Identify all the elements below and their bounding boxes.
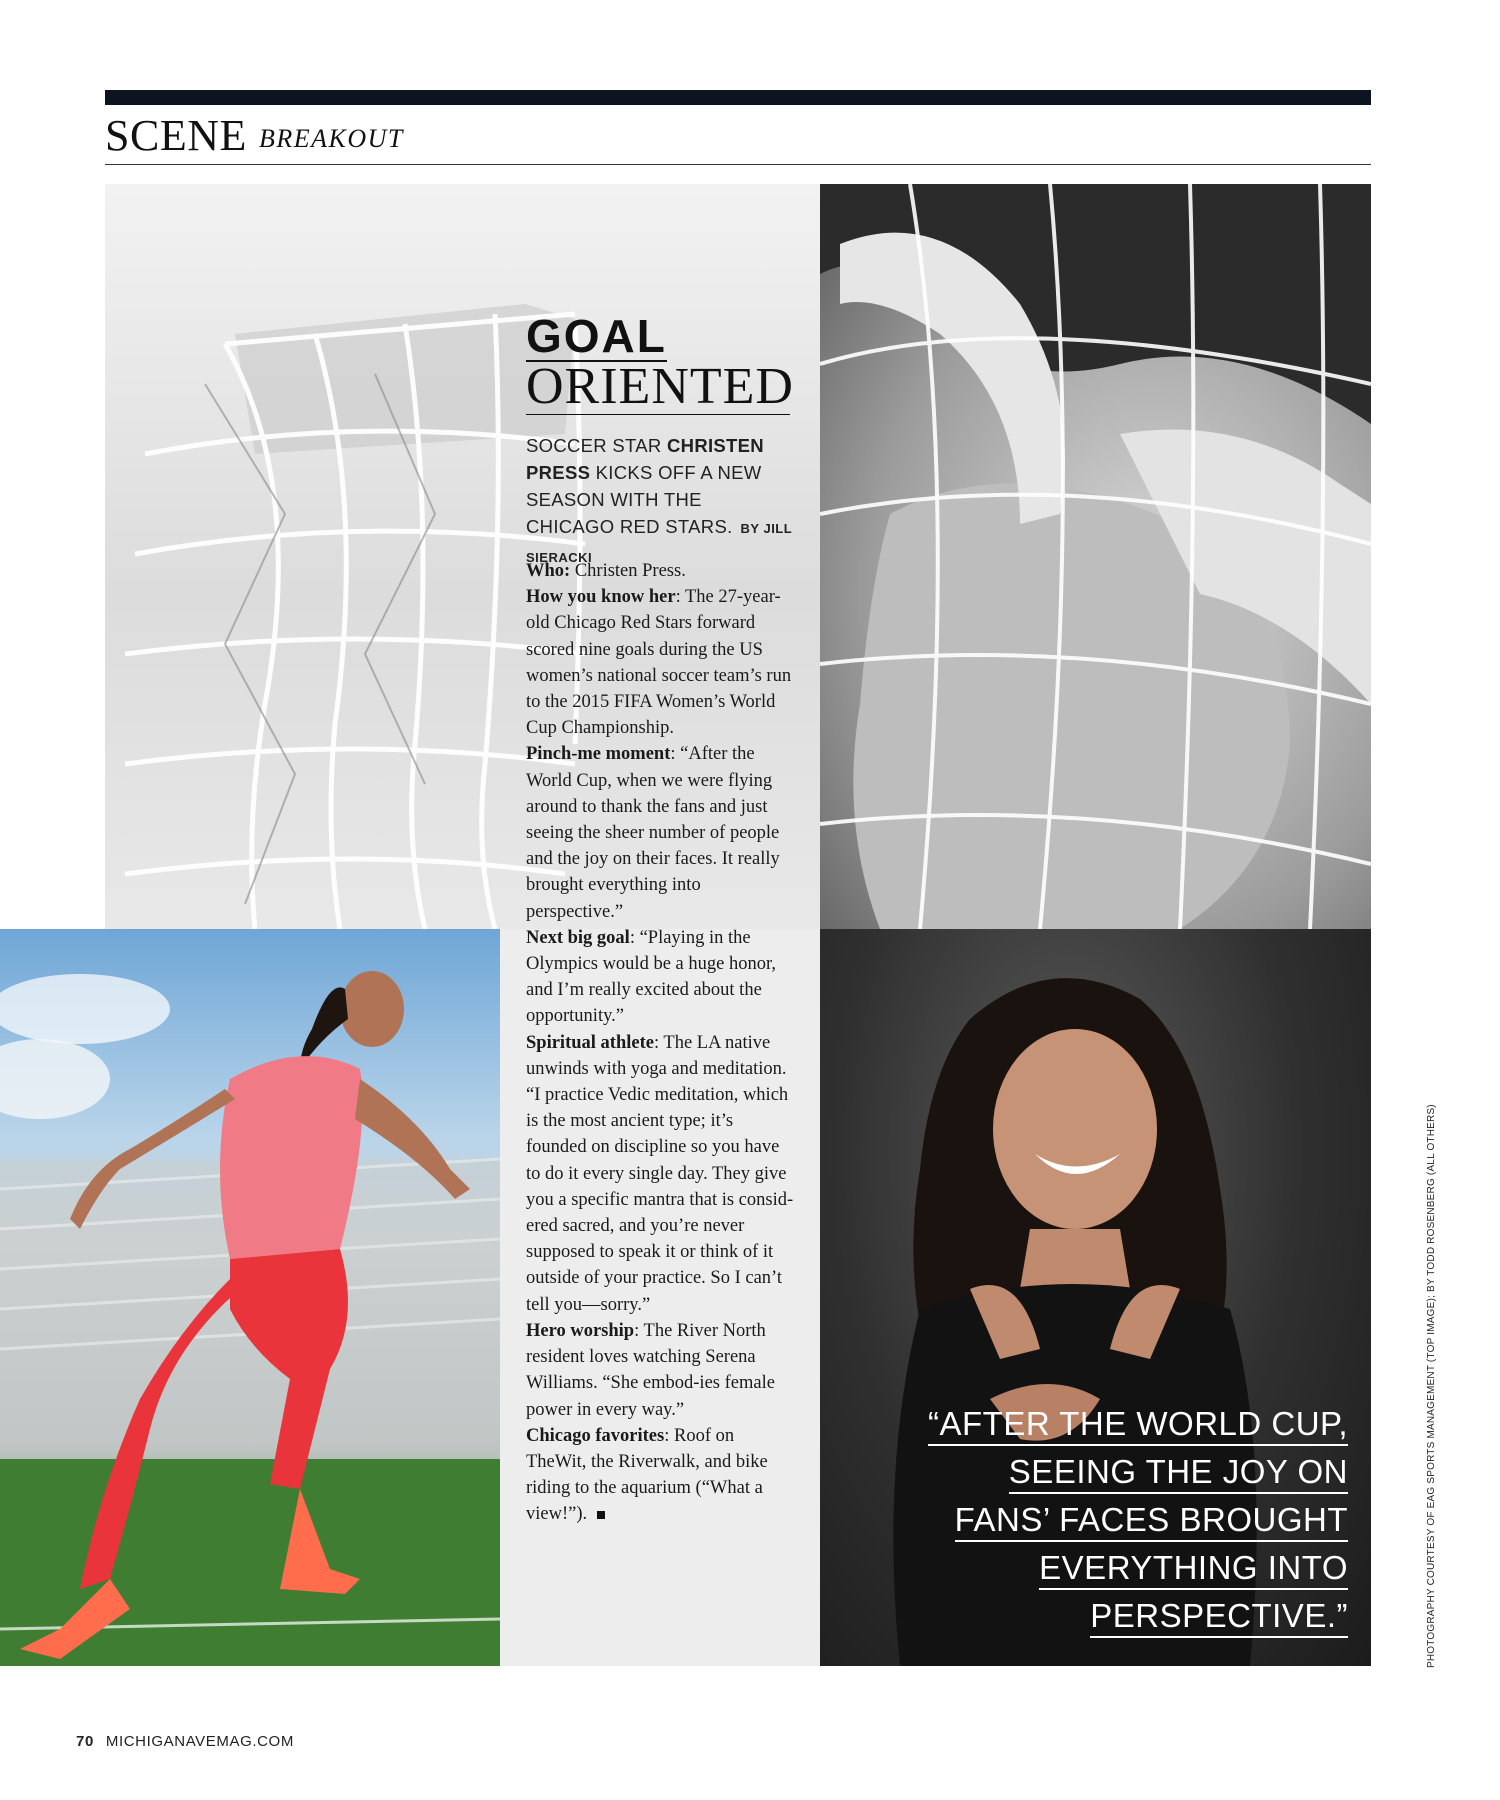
body-text: : “After the World Cup, when we were flying around to thank the fans and just seeing the sheer number of people and the joy on their faces. It really brought everything into perspective.” (526, 744, 780, 922)
runner-photo (0, 929, 500, 1666)
deck-name: CHRISTEN PRESS (526, 435, 764, 483)
body-label: How you know her (526, 587, 676, 608)
article-body (526, 558, 796, 1528)
deck-text-2: KICKS OFF A NEW SEASON WITH THE CHICAGO RED STARS. (526, 462, 762, 537)
player-net-illustration (820, 184, 1371, 929)
section-subtitle: BREAKOUT (259, 124, 404, 153)
pull-quote-line: PERSPECTIVE.” (1090, 1597, 1348, 1638)
pull-quote-line: SEEING THE JOY ON (1009, 1453, 1348, 1494)
body-label: Next big goal (526, 927, 630, 948)
body-label: Hero worship (526, 1320, 635, 1341)
section-title: SCENE (105, 111, 247, 160)
body-text: Christen Press. (570, 561, 686, 581)
body-text: : The LA native unwinds with yoga and meditation. “I practice Vedic meditation, which is the most ancient type; it’s founded on discipline so you have to do it every single day. They give you a specific mantra that is consid-ered sacred, and you’re never supposed to speak it or think of it outside of your practice. So I can’t tell you—sorry.” (526, 1032, 794, 1315)
body-paragraph-hero-worship (526, 1318, 796, 1423)
body-label: Who: (526, 561, 571, 581)
headline-oriented: ORIENTED (526, 358, 794, 415)
deck-text-1: SOCCER STAR (526, 435, 667, 456)
deck (526, 432, 794, 571)
body-text: : The River North resident loves watching Serena Williams. “She embod-ies female power in every way.” (526, 1320, 775, 1420)
end-mark-icon (597, 1511, 605, 1519)
site-url: MICHIGANAVEMAG.COM (105, 1733, 294, 1750)
photo-credit: PHOTOGRAPHY COURTESY OF EAG SPORTS MANAGEMENT (TOP IMAGE); BY TODD ROSENBERG (ALL OTHERS) (1426, 1104, 1437, 1668)
body-text: : “Playing in the Olympics would be a huge honor, and I’m really excited about the opportunity.” (526, 927, 776, 1027)
body-paragraph-pinch-me-moment (526, 741, 796, 924)
body-paragraph-chicago-favorites (526, 1423, 796, 1528)
body-paragraph-who (526, 558, 796, 584)
top-rule (105, 90, 1371, 105)
body-paragraph-spiritual-athlete (526, 1030, 796, 1318)
body-label: Pinch-me moment (526, 744, 671, 765)
page-number: 70 (76, 1733, 94, 1750)
runner-illustration (0, 929, 500, 1666)
headline-goal: GOAL (526, 310, 667, 362)
body-paragraph-next-big-goal (526, 925, 796, 1030)
pull-quote-line: EVERYTHING INTO (1039, 1549, 1348, 1590)
section-header (105, 106, 1371, 165)
net-right-photo (820, 184, 1371, 929)
body-paragraph-how-you-know-her (526, 584, 796, 741)
byline: BY JILL SIERACKI (526, 521, 792, 565)
body-text: : Roof on TheWit, the Riverwalk, and bike riding to the aquarium (“What a view!”). (526, 1425, 768, 1525)
page-footer (76, 1733, 294, 1750)
body-label: Chicago favorites (526, 1425, 665, 1446)
body-label: Spiritual athlete (526, 1032, 654, 1053)
pull-quote-line: FANS’ FACES BROUGHT (955, 1501, 1348, 1542)
pull-quote (900, 1400, 1348, 1640)
pull-quote-line: “AFTER THE WORLD CUP, (928, 1405, 1348, 1446)
body-text: : The 27-year-old Chicago Red Stars forward scored nine goals during the US women’s national soccer team’s run to the 2015 FIFA Women’s World Cup Championship. (526, 587, 792, 739)
